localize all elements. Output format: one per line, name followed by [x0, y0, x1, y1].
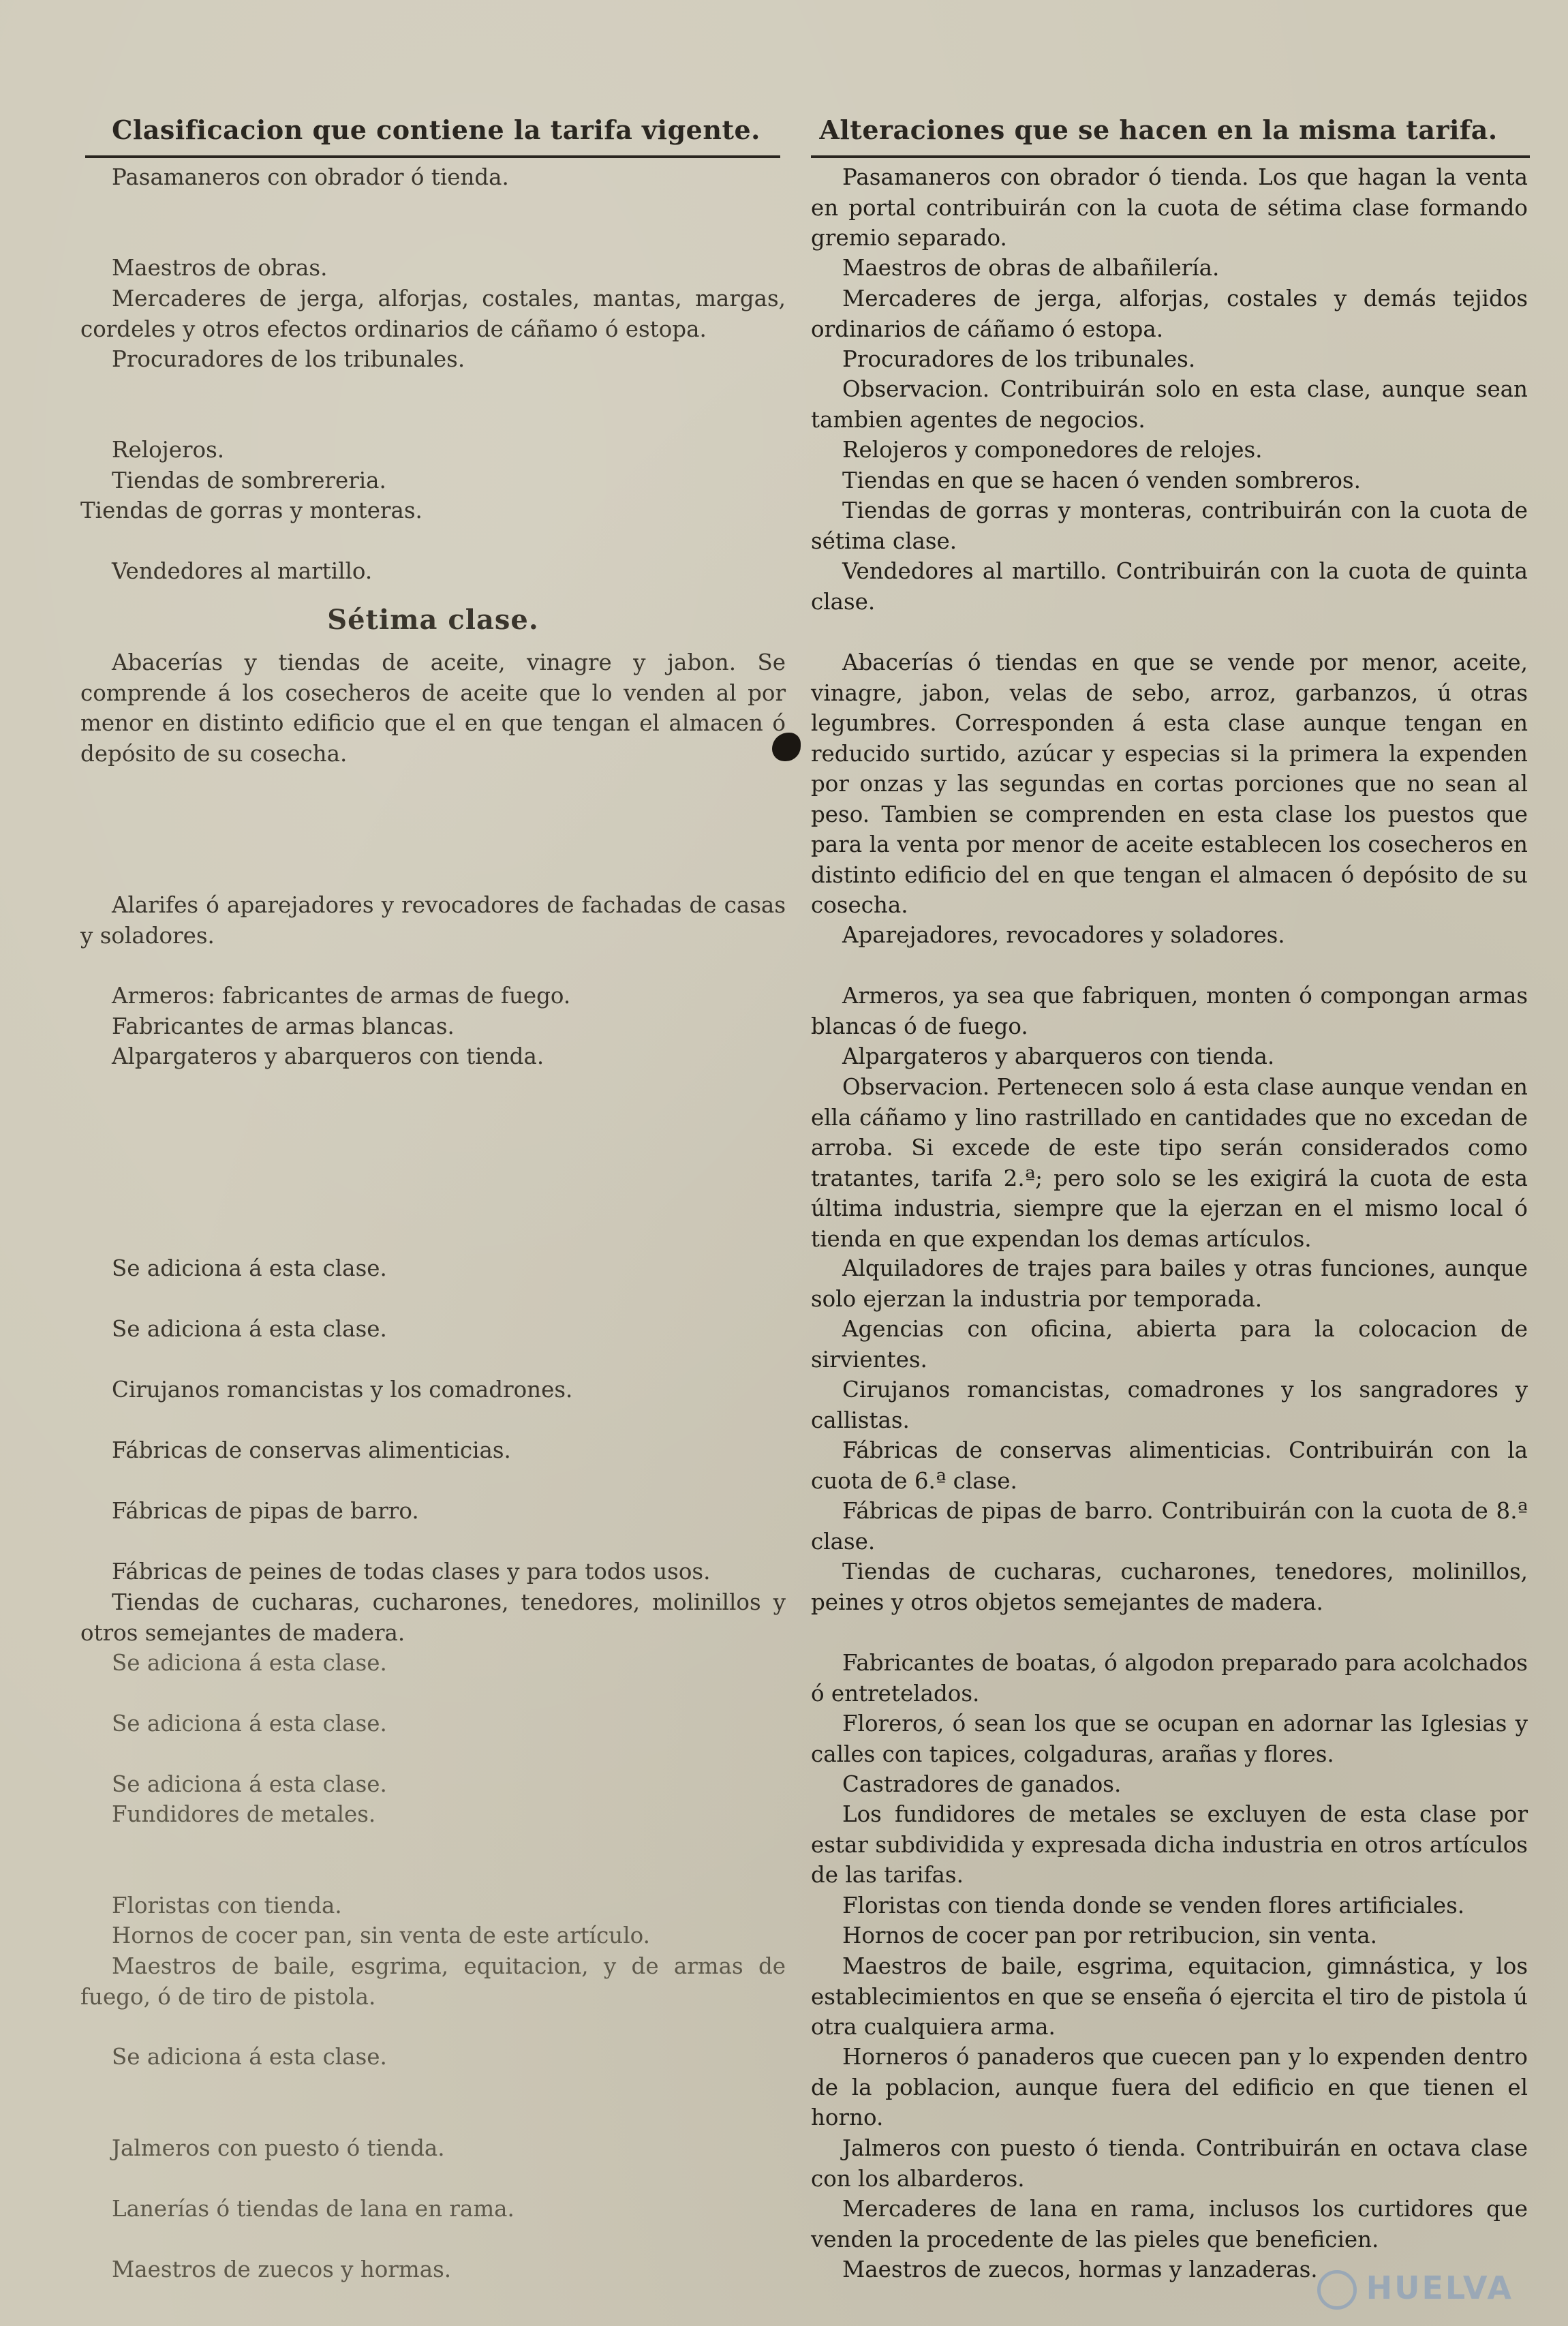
- left-entry: Procuradores de los tribunales.: [112, 346, 465, 372]
- left-entry: Mercaderes de jerga, alforjas, costales, mantas, margas, cordeles y otros efectos ordinarios de cáñamo ó estopa.: [80, 286, 786, 342]
- left-entry: Maestros de baile, esgrima, equitacion, y de armas de fuego, ó de tiro de pistola.: [80, 1953, 786, 2010]
- right-entry: Hornos de cocer pan por retribucion, sin venta.: [842, 1923, 1377, 1948]
- column-header-right: Alteraciones que se hacen en la misma tarifa.: [819, 114, 1498, 145]
- right-entry: Pasamaneros con obrador ó tienda. Los que hagan la venta en portal contribuirán con la cuota de sétima clase formando gremio separado.: [811, 164, 1528, 251]
- left-entry: Relojeros.: [112, 437, 225, 463]
- left-entry: Se adiciona á esta clase.: [112, 1771, 387, 1797]
- right-entry: Cirujanos romancistas, comadrones y los sangradores y callistas.: [811, 1377, 1528, 1433]
- column-header-left: Clasificacion que contiene la tarifa vigente.: [112, 114, 760, 145]
- left-entry: Fábricas de conservas alimenticias.: [112, 1437, 511, 1463]
- left-entry: Se adiciona á esta clase.: [112, 1316, 387, 1342]
- left-entry: Tiendas de gorras y monteras.: [80, 498, 422, 523]
- section-heading-septima-clase: Sétima clase.: [327, 604, 539, 636]
- left-entry: Fundidores de metales.: [112, 1801, 376, 1827]
- left-entry: Fábricas de pipas de barro.: [112, 1498, 419, 1524]
- archive-watermark: [1317, 2269, 1513, 2310]
- right-entry: Mercaderes de jerga, alforjas, costales y demás tejidos ordinarios de cáñamo ó estopa.: [811, 286, 1528, 342]
- ink-blot: [772, 733, 801, 761]
- left-entry: Tiendas de sombrereria.: [112, 468, 386, 493]
- left-entry: Alarifes ó aparejadores y revocadores de fachadas de casas y soladores.: [80, 892, 786, 949]
- right-entry: Agencias con oficina, abierta para la colocacion de sirvientes.: [811, 1316, 1528, 1373]
- left-entry: Abacerías y tiendas de aceite, vinagre y jabon. Se comprende á los cosecheros de aceite que lo venden al por menor en distinto edificio que el en que tengan el almacen ó depósito de su cosecha.: [80, 649, 786, 767]
- right-entry: Maestros de baile, esgrima, equitacion, gimnástica, y los establecimientos en que se enseña ó ejercita el tiro de pistola ú otra cualquiera arma.: [811, 1953, 1528, 2040]
- right-entry: Alpargateros y abarqueros con tienda.: [842, 1043, 1275, 1069]
- left-entry: Fábricas de peines de todas clases y para todos usos.: [112, 1559, 711, 1585]
- left-entry: Tiendas de cucharas, cucharones, tenedores, molinillos y otros semejantes de madera.: [80, 1589, 786, 1646]
- left-entry: Se adiciona á esta clase.: [112, 1650, 387, 1676]
- left-entry: Se adiciona á esta clase.: [112, 1255, 387, 1281]
- right-entry: Relojeros y componedores de relojes.: [842, 437, 1263, 463]
- right-entry: Mercaderes de lana en rama, inclusos los curtidores que venden la procedente de las pieles que beneficien.: [811, 2196, 1528, 2252]
- right-entry: Armeros, ya sea que fabriquen, monten ó compongan armas blancas ó de fuego.: [811, 983, 1528, 1039]
- right-entry: Maestros de zuecos, hormas y lanzaderas.: [842, 2256, 1318, 2282]
- left-entry: Fabricantes de armas blancas.: [112, 1013, 455, 1039]
- left-entry: Floristas con tienda.: [112, 1893, 342, 1918]
- right-entry: Tiendas en que se hacen ó venden sombreros.: [842, 468, 1361, 493]
- right-entry: Tiendas de gorras y monteras, contribuirán con la cuota de sétima clase.: [811, 498, 1528, 554]
- watermark-label: HUELVA: [1366, 2269, 1513, 2306]
- right-entry: Abacerías ó tiendas en que se vende por menor, aceite, vinagre, jabon, velas de sebo, arroz, garbanzos, ú otras legumbres. Corresponden á esta clase aunque tengan en reducido surtido, azúcar y especias si la primera la expenden por onzas y las segundas en cortas porciones que no sean al peso. Tambien se comprenden en esta clase los puestos que para la venta por menor de aceite establecen los cosecheros en distinto edificio del en que tengan el almacen ó depósito de su cosecha.: [811, 649, 1528, 918]
- right-entry: Alquiladores de trajes para bailes y otras funciones, aunque solo ejerzan la industria por temporada.: [811, 1255, 1528, 1312]
- header-rule-left: [85, 155, 780, 158]
- left-entry: Pasamaneros con obrador ó tienda.: [112, 164, 509, 190]
- right-entry: Los fundidores de metales se excluyen de esta clase por estar subdividida y expresada dicha industria en otros artículos de las tarifas.: [811, 1801, 1528, 1888]
- right-entry: Observacion. Pertenecen solo á esta clase aunque vendan en ella cáñamo y lino rastrillado en cantidades que no excedan de arroba. Si excede de este tipo serán considerados como tratantes, tarifa 2.ª; pero solo se les exigirá la cuota de esta última industria, siempre que la ejerzan en el mismo local ó tienda en que expendan los demas artículos.: [811, 1074, 1528, 1252]
- left-entry: Armeros: fabricantes de armas de fuego.: [112, 983, 571, 1009]
- left-entry: Maestros de zuecos y hormas.: [112, 2256, 452, 2282]
- left-entry: Lanerías ó tiendas de lana en rama.: [112, 2196, 514, 2222]
- right-entry: Jalmeros con puesto ó tienda. Contribuirán en octava clase con los albarderos.: [811, 2135, 1528, 2192]
- left-entry: Se adiciona á esta clase.: [112, 2044, 387, 2070]
- left-entry: Jalmeros con puesto ó tienda.: [112, 2135, 445, 2161]
- right-entry: Castradores de ganados.: [842, 1771, 1122, 1797]
- left-entry: Maestros de obras.: [112, 255, 328, 281]
- right-entry: Floristas con tienda donde se venden flores artificiales.: [842, 1893, 1465, 1918]
- right-entry: Observacion. Contribuirán solo en esta clase, aunque sean tambien agentes de negocios.: [811, 376, 1528, 433]
- right-entry: Fabricantes de boatas, ó algodon preparado para acolchados ó entretelados.: [811, 1650, 1528, 1707]
- header-rule-right: [811, 155, 1530, 158]
- left-entry: Cirujanos romancistas y los comadrones.: [112, 1377, 573, 1403]
- right-entry: Vendedores al martillo. Contribuirán con la cuota de quinta clase.: [811, 558, 1528, 615]
- left-entry: Se adiciona á esta clase.: [112, 1711, 387, 1736]
- right-entry: Fábricas de pipas de barro. Contribuirán con la cuota de 8.ª clase.: [811, 1498, 1528, 1555]
- right-entry: Fábricas de conservas alimenticias. Contribuirán con la cuota de 6.ª clase.: [811, 1437, 1528, 1494]
- right-entry: Horneros ó panaderos que cuecen pan y lo expenden dentro de la poblacion, aunque fuera del edificio en que tienen el horno.: [811, 2044, 1528, 2130]
- right-entry: Aparejadores, revocadores y soladores.: [842, 922, 1285, 948]
- right-entry: Procuradores de los tribunales.: [842, 346, 1196, 372]
- right-entry: Floreros, ó sean los que se ocupan en adornar las Iglesias y calles con tapices, colgaduras, arañas y flores.: [811, 1711, 1528, 1767]
- left-entry: Hornos de cocer pan, sin venta de este artículo.: [112, 1923, 650, 1948]
- right-entry: Tiendas de cucharas, cucharones, tenedores, molinillos, peines y otros objetos semejantes de madera.: [811, 1559, 1528, 1615]
- left-entry: Vendedores al martillo.: [112, 558, 373, 584]
- right-entry: Maestros de obras de albañilería.: [842, 255, 1220, 281]
- shield-icon: [1317, 2270, 1357, 2310]
- left-entry: Alpargateros y abarqueros con tienda.: [112, 1043, 544, 1069]
